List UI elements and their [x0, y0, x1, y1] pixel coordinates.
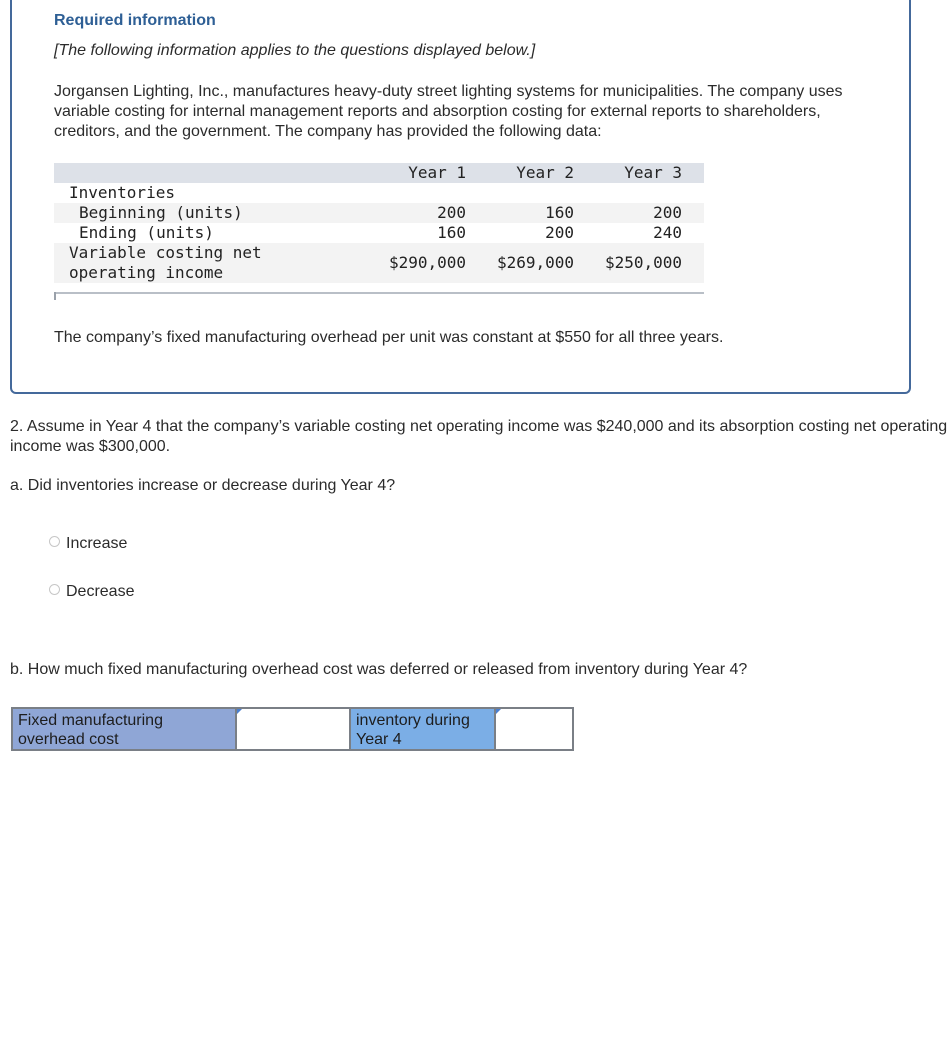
option-decrease[interactable] — [49, 583, 134, 601]
amount-input[interactable] — [496, 709, 572, 749]
section-label-inventories: Inventories — [69, 183, 175, 202]
cell-ending-year1: 160 — [437, 223, 466, 242]
row-label-ending: Ending (units) — [79, 223, 214, 242]
dropdown-deferred-released[interactable] — [237, 709, 351, 749]
cell-beginning-year3: 200 — [653, 203, 682, 222]
question-a-text: a. Did inventories increase or decrease during Year 4? — [10, 477, 396, 494]
table-row — [54, 243, 704, 283]
cell-vc-noi-year1: $290,000 — [388, 253, 466, 272]
row-label-vc-noi-line2: operating income — [69, 263, 224, 282]
question-b-text: b. How much fixed manufacturing overhead cost was deferred or released from inventory during Year 4? — [10, 661, 748, 678]
fixed-overhead-note: The company’s fixed manufacturing overhead per unit was constant at $550 for all three years. — [54, 329, 724, 346]
intro-paragraph: Jorgansen Lighting, Inc., manufactures heavy-duty street lighting systems for municipalities. The company uses variable costing for internal management reports and absorption costing for external reports to shareholders, creditors, and the government. The company has provided the following data: — [54, 83, 843, 140]
required-info-title: Required information — [54, 12, 216, 29]
column-header-year3: Year 3 — [624, 163, 682, 182]
row-label-beginning: Beginning (units) — [79, 203, 243, 222]
input-marker-icon — [496, 709, 501, 714]
table-row — [54, 183, 704, 203]
table-header — [54, 163, 704, 183]
table-row — [54, 223, 704, 243]
row-label-vc-noi-line1: Variable costing net — [69, 243, 262, 262]
radio-circle-icon[interactable] — [49, 584, 60, 595]
cell-vc-noi-year2: $269,000 — [496, 253, 574, 272]
cell-ending-year3: 240 — [653, 223, 682, 242]
option-increase-label: Increase — [66, 535, 128, 552]
option-increase[interactable] — [49, 535, 127, 553]
answer-label-inventory-year4: inventory during Year 4 — [351, 709, 496, 749]
answer-table — [11, 707, 574, 751]
dropdown-marker-icon — [237, 709, 242, 714]
column-header-year2: Year 2 — [516, 163, 574, 182]
radio-circle-icon[interactable] — [49, 536, 60, 547]
table-row — [54, 203, 704, 223]
cell-vc-noi-year3: $250,000 — [604, 253, 682, 272]
cell-beginning-year2: 160 — [545, 203, 574, 222]
table-bottom-rule — [54, 292, 704, 294]
question-2-text: 2. Assume in Year 4 that the company’s variable costing net operating income was $240,000 and its absorption costing net operating income was $300,000. — [10, 418, 948, 455]
table-bottom-tick — [54, 292, 56, 300]
cell-ending-year2: 200 — [545, 223, 574, 242]
answer-label-fixed-overhead: Fixed manufacturing overhead cost — [13, 709, 237, 749]
cell-beginning-year1: 200 — [437, 203, 466, 222]
column-header-year1: Year 1 — [408, 163, 466, 182]
required-info-note: [The following information applies to the questions displayed below.] — [54, 42, 536, 59]
option-decrease-label: Decrease — [66, 583, 135, 600]
